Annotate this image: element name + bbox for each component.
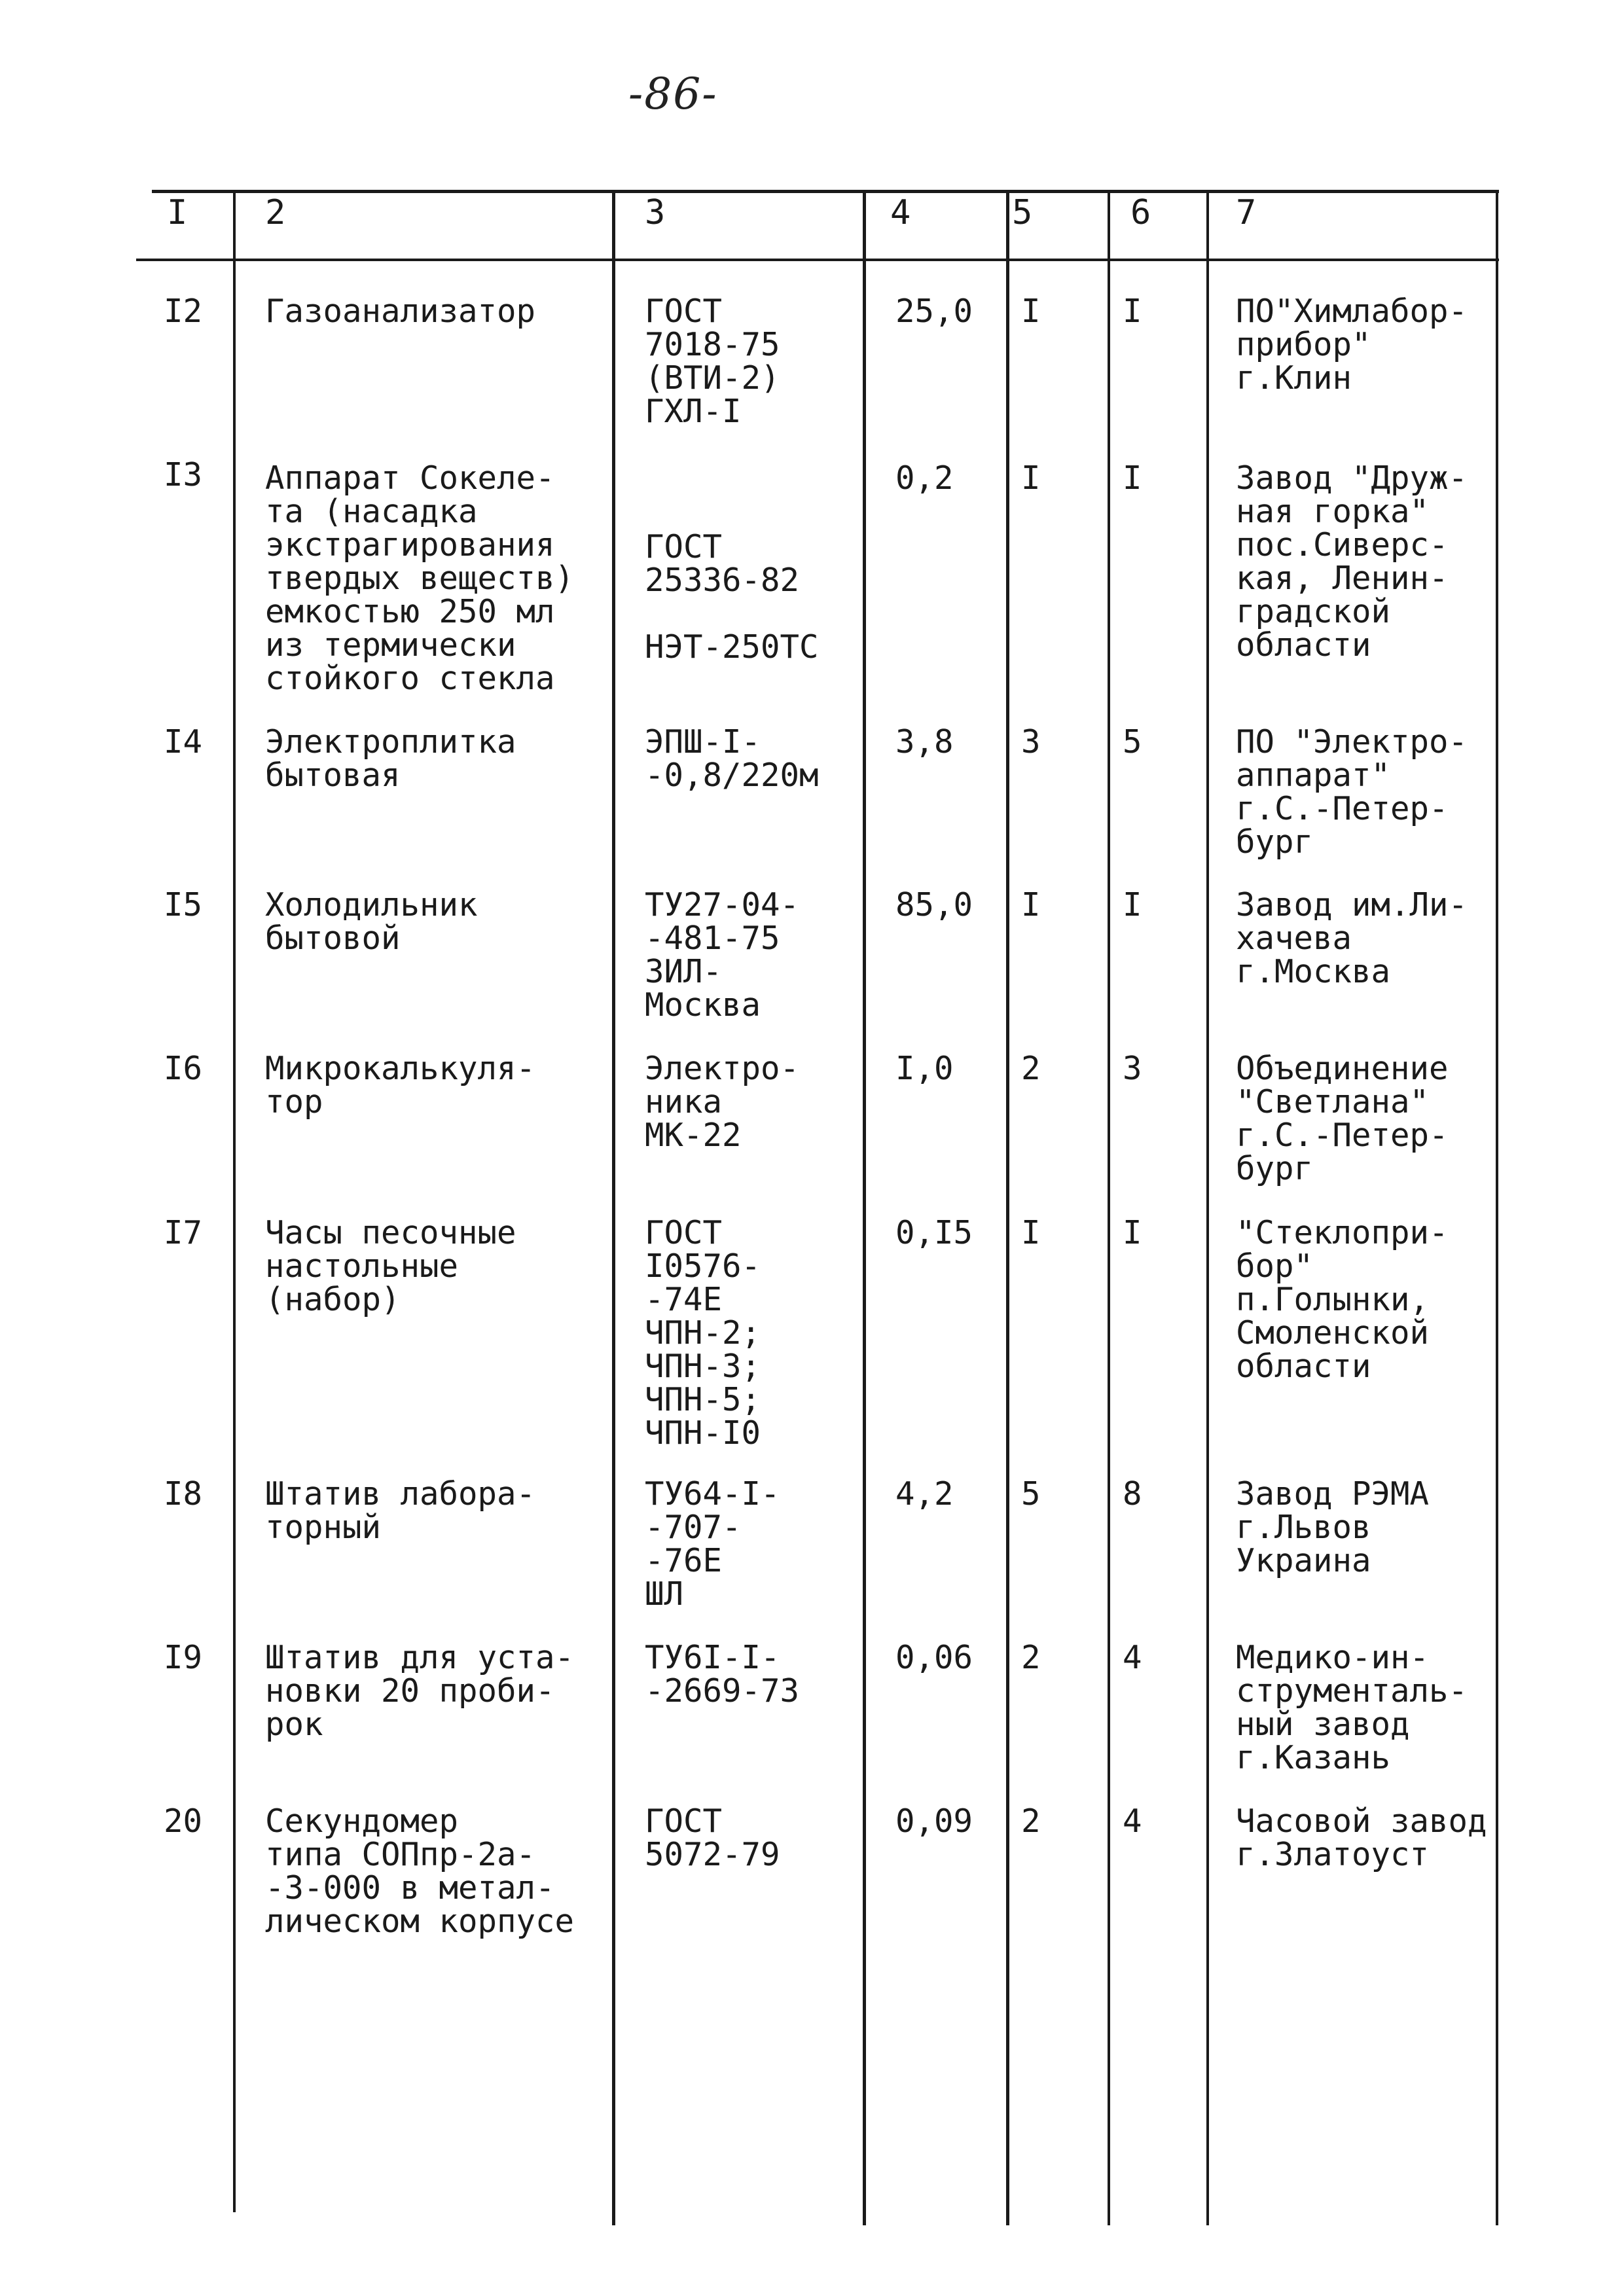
item-standard: ГОСТ I0576- -74Е ЧПН-2; ЧПН-3; ЧПН-5; ЧПН-I0 <box>645 1214 761 1452</box>
item-standard: ТУ6I-I- -2669-73 <box>645 1639 800 1710</box>
col4-value: 25,0 <box>895 293 973 330</box>
row-number: I9 <box>164 1639 203 1676</box>
col5-value: 5 <box>1021 1475 1041 1513</box>
item-name: Штатив для уста- новки 20 проби- рок <box>265 1639 575 1743</box>
col6-value: 4 <box>1123 1639 1142 1676</box>
col5-value: I <box>1021 1214 1041 1251</box>
item-name: Аппарат Сокеле- та (насадка экстрагирования твердых веществ) емкостью 250 мл из термически стойкого стекла <box>265 459 575 697</box>
item-name: Холодильник бытовой <box>265 886 478 957</box>
item-standard: Электро- ника МК-22 <box>645 1050 800 1154</box>
col6-value: 8 <box>1123 1475 1142 1513</box>
row-number: I3 <box>164 456 203 493</box>
col6-value: I <box>1123 1214 1142 1251</box>
item-standard: ТУ64-I- -707- -76Е ШЛ <box>645 1475 780 1613</box>
item-standard: ГОСТ 7018-75 (ВТИ-2) ГХЛ-I <box>645 293 780 430</box>
col5-value: 2 <box>1021 1803 1041 1840</box>
item-name: Штатив лабора- торный <box>265 1475 536 1546</box>
row-number: I5 <box>164 886 203 924</box>
col6-value: I <box>1123 886 1142 924</box>
row-number: I4 <box>164 723 203 761</box>
col5-value: 3 <box>1021 723 1041 761</box>
column-divider-6 <box>1206 190 1209 2225</box>
col4-value: 0,06 <box>895 1639 973 1676</box>
item-standard: ГОСТ 5072-79 <box>645 1803 780 1873</box>
manufacturer: ПО "Электро- аппарат" г.С.-Петер- бург <box>1236 723 1468 861</box>
col6-value: 5 <box>1123 723 1142 761</box>
manufacturer: Завод РЭМА г.Львов Украина <box>1236 1475 1430 1579</box>
item-standard: ГОСТ 25336-82 НЭТ-250ТС <box>645 528 819 666</box>
manufacturer: Часовой завод г.Златоуст <box>1236 1803 1487 1873</box>
item-name: Электроплитка бытовая <box>265 723 516 794</box>
col4-value: 85,0 <box>895 886 973 924</box>
column-divider-5 <box>1108 190 1110 2225</box>
row-number: I8 <box>164 1475 203 1513</box>
page-number: -86- <box>628 69 718 119</box>
col6-value: 3 <box>1123 1050 1142 1087</box>
col4-value: 0,09 <box>895 1803 973 1840</box>
header-bottom-rule <box>136 259 1499 261</box>
header-cell-7: 7 <box>1236 193 1257 232</box>
manufacturer: Объединение "Светлана" г.С.-Петер- бург <box>1236 1050 1449 1187</box>
manufacturer: Медико-ин- струменталь- ный завод г.Казань <box>1236 1639 1468 1776</box>
col4-value: 4,2 <box>895 1475 954 1513</box>
manufacturer: "Стеклопри- бор" п.Голынки, Смоленской области <box>1236 1214 1449 1385</box>
column-divider-1 <box>233 190 236 2212</box>
column-divider-4 <box>1006 190 1009 2225</box>
header-cell-5: 5 <box>1012 193 1033 232</box>
manufacturer: Завод им.Ли- хачева г.Москва <box>1236 886 1468 990</box>
col4-value: 3,8 <box>895 723 954 761</box>
row-number: 20 <box>164 1803 203 1840</box>
item-name: Газоанализатор <box>265 293 536 330</box>
item-name: Часы песочные настольные (набор) <box>265 1214 516 1318</box>
col5-value: I <box>1021 459 1041 497</box>
col5-value: I <box>1021 293 1041 330</box>
col5-value: 2 <box>1021 1639 1041 1676</box>
col6-value: I <box>1123 293 1142 330</box>
manufacturer: Завод "Друж- ная горка" пос.Сиверс- кая, Ленин- градской области <box>1236 459 1468 664</box>
col4-value: 0,2 <box>895 459 954 497</box>
header-cell-4: 4 <box>890 193 911 232</box>
item-standard: ТУ27-04- -481-75 ЗИЛ- Москва <box>645 886 800 1024</box>
column-divider-2 <box>612 190 615 2225</box>
col4-value: 0,I5 <box>895 1214 973 1251</box>
item-name: Секундомер типа СОПпр-2а- -3-000 в метал- лическом корпусе <box>265 1803 575 1940</box>
row-number: I7 <box>164 1214 203 1251</box>
col5-value: 2 <box>1021 1050 1041 1087</box>
header-cell-2: 2 <box>265 193 286 232</box>
row-number: I2 <box>164 293 203 330</box>
header-cell-1: I <box>167 193 188 232</box>
item-standard: ЭПШ-I- -0,8/220м <box>645 723 819 794</box>
row-number: I6 <box>164 1050 203 1087</box>
col6-value: I <box>1123 459 1142 497</box>
column-divider-3 <box>863 190 866 2225</box>
col6-value: 4 <box>1123 1803 1142 1840</box>
header-cell-6: 6 <box>1130 193 1151 232</box>
header-cell-3: 3 <box>645 193 666 232</box>
manufacturer: ПО"Химлабор- прибор" г.Клин <box>1236 293 1468 397</box>
col5-value: I <box>1021 886 1041 924</box>
column-divider-7 <box>1496 190 1498 2225</box>
item-name: Микрокалькуля- тор <box>265 1050 536 1121</box>
col4-value: I,0 <box>895 1050 954 1087</box>
table-top-border <box>152 190 1499 193</box>
